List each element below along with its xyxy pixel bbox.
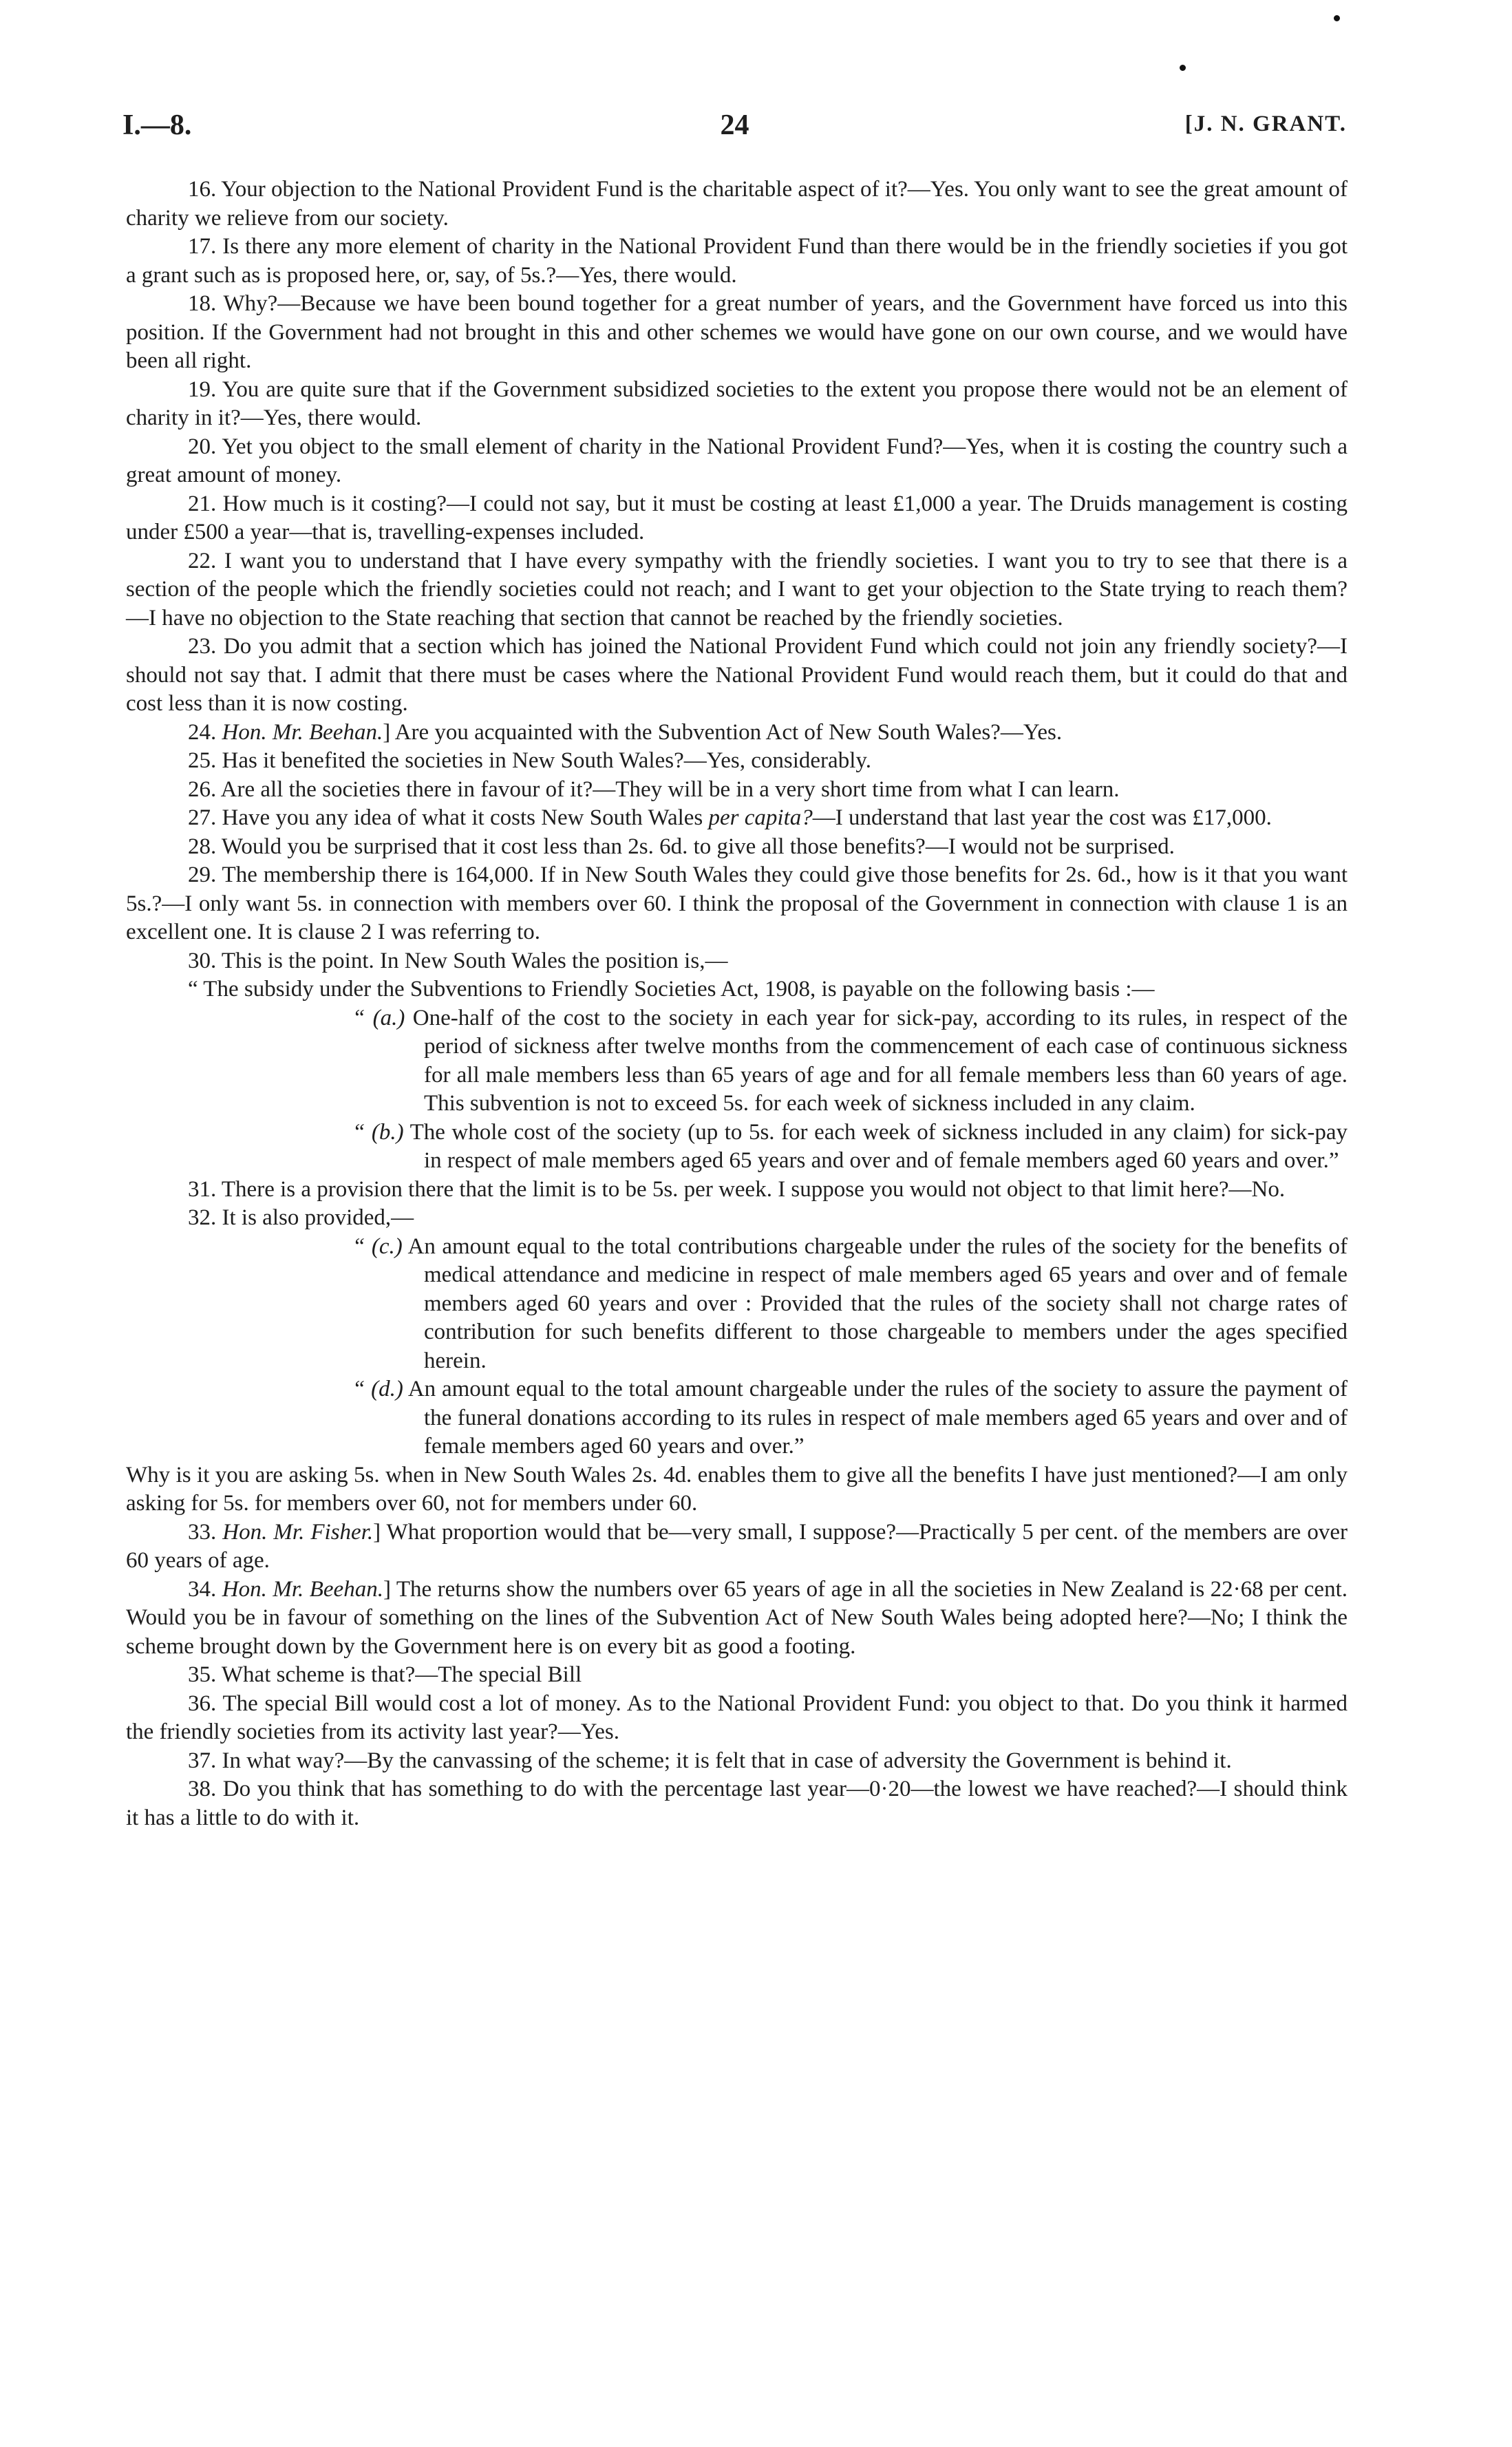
question-number: 33. [188,1519,217,1545]
question-text: ] What proportion would that be—very small, I suppose?—Practically 5 per cent. of the members are over 60 years of age. [126,1519,1348,1573]
clause-label: “ (b.) [352,1119,404,1145]
question-36: 36. The special Bill would cost a lot of money. As to the National Provident Fund: you object to that. Do you think it harmed the friendly societies from its activity last year?—Yes. [126,1691,1348,1744]
question-number: 34. [188,1576,217,1602]
clause-label: “ (d.) [352,1377,403,1401]
question-35: 35. What scheme is that?—The special Bill [188,1662,582,1687]
speaker-name: Hon. Mr. Beehan. [222,719,383,745]
speaker-name: Hon. Mr. Beehan. [222,1576,383,1602]
speck-mark [1334,15,1340,21]
question-24 [126,719,1348,748]
testimony-body [126,176,1348,1832]
clause-text: The whole cost of the society (up to 5s. for each week of sickness included in any claim) for sick-pay in respect of male members aged 65 years and over and of female members aged 60 years and over.” [409,1119,1348,1173]
question-33 [126,1518,1348,1576]
question-30: 30. This is the point. In New South Wales the position is,— [188,948,728,973]
clause-text: An amount equal to the total contributions chargeable under the rules of the society for the benefits of medical attendance and medicine in respect of male members aged 65 years and over and of female members aged 60 years and over : Provided that the rules of the society shall not charge rates of contribution for such benefits different to those chargeable to members under the ages specified herein. [407,1233,1348,1373]
clause-a [228,1004,1348,1119]
italic-term: per capita? [708,805,813,830]
question-number: 24. [188,719,217,745]
question-28: 28. Would you be surprised that it cost less than 2s. 6d. to give all those benefits?—I would not be surprised. [188,834,1175,859]
question-text: ] Are you acquainted with the Subvention Act of New South Wales?—Yes. [383,719,1063,745]
clause-label: “ (a.) [352,1005,405,1030]
question-23: 23. Do you admit that a section which has joined the National Provident Fund which could not join any friendly society?—I should not say that. I admit that there must be cases where the National Provident Fund would reach them, but it could do that and cost less than it is now costing. [126,634,1348,716]
question-37: 37. In what way?—By the canvassing of the scheme; it is felt that in case of adversity the Government is behind it. [188,1748,1232,1773]
question-text: 27. Have you any idea of what it costs New South Wales [188,805,709,830]
question-18: 18. Why?—Because we have been bound together for a great number of years, and the Government have forced us into this position. If the Government had not brought in this and other schemes we would have gone on our own course, and we would have been all right. [126,291,1348,373]
page-header [123,109,1347,150]
question-34 [126,1576,1348,1662]
question-16: 16. Your objection to the National Provident Fund is the charitable aspect of it?—Yes. You only want to see the great amount of charity we relieve from our society. [126,177,1348,231]
question-29: 29. The membership there is 164,000. If in New South Wales they could give those benefits for 2s. 6d., how is it that you want 5s.?—I only want 5s. in connection with members over 60. I think the proposal of the Government in connection with clause 1 is an excellent one. It is clause 2 I was referring to. [126,862,1348,944]
question-38: 38. Do you think that has something to do with the percentage last year—0·20—the lowest we have reached?—I should think it has a little to do with it. [126,1777,1348,1830]
question-31: 31. There is a provision there that the limit is to be 5s. per week. I suppose you would not object to that limit here?—No. [188,1176,1286,1202]
question-32-continuation: Why is it you are asking 5s. when in New South Wales 2s. 4d. enables them to give all the benefits I have just mentioned?—I am only asking for 5s. for members over 60, not for members under 60. [126,1462,1348,1516]
clause-text: One-half of the cost to the society in each year for sick-pay, according to its rules, in respect of the period of sickness after twelve months from the commencement of each case of continuous sickness for all male members less than 65 years of age and for all female members less than 60 years of age. This subvention is not to exceed 5s. for each week of sickness included in any claim. [412,1005,1348,1116]
clause-d [228,1375,1348,1461]
question-26: 26. Are all the societies there in favour of it?—They will be in a very short time from what I can learn. [188,776,1120,802]
question-25: 25. Has it benefited the societies in New South Wales?—Yes, considerably. [188,748,871,773]
speck-mark [1180,65,1186,71]
question-20: 20. Yet you object to the small element of charity in the National Provident Fund?—Yes, when it is costing the country such a great amount of money. [126,434,1348,487]
question-text: ] The returns show the numbers over 65 years of age in all the societies in New Zealand is 22·68 per cent. Would you be in favour of something on the lines of the Subvention Act of New South Wales being adopted here?—No; I think the scheme brought down by the Government here is on every bit as good a footing. [126,1576,1348,1659]
answer-text: —I understand that last year the cost was £17,000. [812,805,1272,830]
clause-text: An amount equal to the total amount chargeable under the rules of the society to assure the payment of the funeral donations according to its rules in respect of male members aged 65 years and over and of female members aged 60 years and over.” [407,1377,1348,1459]
quotation-intro: “ The subsidy under the Subventions to Friendly Societies Act, 1908, is payable on the following basis :— [188,977,1155,1002]
report-reference: I.—8. [123,109,192,141]
question-27 [126,804,1348,833]
page-number: 24 [720,109,749,141]
question-32: 32. It is also provided,— [188,1205,414,1230]
clause-c [228,1233,1348,1376]
question-17: 17. Is there any more element of charity in the National Provident Fund than there would be in the friendly societies if you got a grant such as is proposed here, or, say, of 5s.?—Yes, there would. [126,234,1348,288]
question-22: 22. I want you to understand that I have every sympathy with the friendly societies. I want you to try to see that there is a section of the people which the friendly societies could not reach; and I want to get your objection to the State trying to reach them?—I have no objection to the State reaching that section that cannot be reached by the friendly societies. [126,548,1348,631]
clause-label: “ (c.) [352,1233,403,1259]
question-21: 21. How much is it costing?—I could not say, but it must be costing at least £1,000 a year. The Druids management is costing under £500 a year—that is, travelling-expenses included. [126,491,1348,544]
clause-b [228,1119,1348,1176]
speaker-name: Hon. Mr. Fisher. [222,1519,374,1545]
witness-name: [J. N. GRANT. [1184,112,1347,136]
question-19: 19. You are quite sure that if the Government subsidized societies to the extent you propose there would not be an element of charity in it?—Yes, there would. [126,377,1348,430]
